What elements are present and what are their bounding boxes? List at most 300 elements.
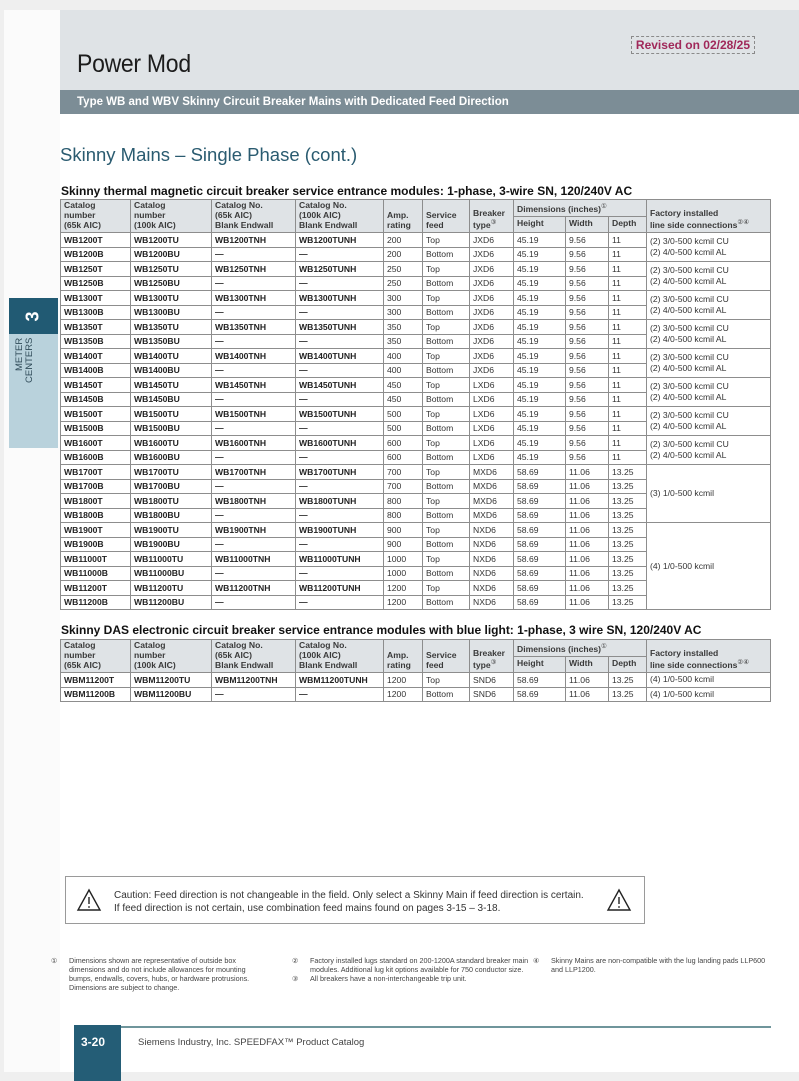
footnote-text: All breakers have a non-interchangeable trip unit.: [310, 974, 467, 983]
header-line: (65k AIC): [215, 210, 252, 220]
cell-breaker-type: JXD6: [470, 305, 514, 320]
header-row: [61, 640, 771, 657]
cell-service-feed: Bottom: [423, 305, 470, 320]
cell-depth: 13.25: [609, 552, 647, 567]
cell-catalog-blank-100k: WB1500TUNH: [296, 407, 384, 422]
header-line: Catalog No.: [215, 200, 263, 210]
cell-depth: 11: [609, 276, 647, 291]
col-dimensions: [514, 200, 647, 217]
table-row: [61, 465, 771, 480]
cell-width: 9.56: [566, 305, 609, 320]
cell-catalog-65k: WB1800T: [61, 494, 131, 509]
header-line: Catalog No.: [299, 200, 347, 210]
connection-line: (2) 4/0-500 kcmil AL: [650, 392, 727, 402]
cell-amp-rating: 700: [384, 465, 423, 480]
cell-depth: 13.25: [609, 523, 647, 538]
cell-amp-rating: 400: [384, 363, 423, 378]
cell-catalog-blank-100k: —: [296, 334, 384, 349]
cell-breaker-type: LXD6: [470, 407, 514, 422]
cell-catalog-blank-65k: —: [212, 305, 296, 320]
cell-service-feed: Bottom: [423, 392, 470, 407]
header-line: line side connections: [650, 660, 738, 670]
header-line: Blank Endwall: [215, 660, 274, 670]
cell-height: 45.19: [514, 363, 566, 378]
cell-catalog-blank-100k: —: [296, 537, 384, 552]
col-catalog-blank-100k: [296, 640, 384, 673]
cell-breaker-type: NXD6: [470, 537, 514, 552]
cell-height: 58.69: [514, 581, 566, 596]
footnote-1: [51, 956, 265, 992]
cell-catalog-blank-65k: —: [212, 508, 296, 523]
footnote-ref: ③: [490, 659, 497, 667]
cell-amp-rating: 200: [384, 247, 423, 262]
header-line: (100k AIC): [134, 220, 176, 230]
cell-catalog-blank-65k: WB11000TNH: [212, 552, 296, 567]
cell-breaker-type: LXD6: [470, 392, 514, 407]
cell-depth: 13.25: [609, 465, 647, 480]
cell-width: 9.56: [566, 320, 609, 335]
connection-line: (2) 4/0-500 kcmil AL: [650, 276, 727, 286]
col-height: Height: [514, 656, 566, 673]
cell-depth: 11: [609, 291, 647, 306]
cell-width: 11.06: [566, 552, 609, 567]
cell-service-feed: Bottom: [423, 450, 470, 465]
cell-line-connections: [647, 687, 771, 702]
col-height: Height: [514, 216, 566, 233]
cell-height: 58.69: [514, 523, 566, 538]
cell-service-feed: Top: [423, 465, 470, 480]
header-line: Amp.: [387, 210, 409, 220]
cell-amp-rating: 600: [384, 450, 423, 465]
cell-catalog-65k: WB1500T: [61, 407, 131, 422]
table2-title: Skinny DAS electronic circuit breaker service entrance modules with blue light: 1-phase, 3 wire SN, 120/240V AC: [61, 623, 702, 637]
cell-amp-rating: 500: [384, 407, 423, 422]
connection-line: (2) 3/0-500 kcmil CU: [650, 439, 729, 449]
cell-breaker-type: LXD6: [470, 421, 514, 436]
cell-catalog-blank-65k: —: [212, 595, 296, 610]
cell-catalog-100k: WB1500TU: [131, 407, 212, 422]
cell-catalog-blank-100k: WB1300TUNH: [296, 291, 384, 306]
cell-amp-rating: 1200: [384, 673, 423, 688]
cell-breaker-type: MXD6: [470, 494, 514, 509]
connection-line: (4) 1/0-500 kcmil: [650, 560, 714, 571]
cell-catalog-65k: WB1250T: [61, 262, 131, 277]
header-line: feed: [426, 660, 444, 670]
cell-breaker-type: LXD6: [470, 450, 514, 465]
section-title: Skinny Mains – Single Phase (cont.): [60, 144, 358, 165]
cell-width: 9.56: [566, 262, 609, 277]
cell-line-connections: [647, 465, 771, 523]
chapter-label: [15, 338, 51, 398]
cell-height: 58.69: [514, 552, 566, 567]
chapter-tab-label[interactable]: [9, 334, 58, 448]
cell-width: 11.06: [566, 465, 609, 480]
header-line: Service: [426, 650, 457, 660]
cell-catalog-blank-100k: —: [296, 276, 384, 291]
cell-breaker-type: NXD6: [470, 595, 514, 610]
cell-catalog-100k: WB1350TU: [131, 320, 212, 335]
cell-service-feed: Top: [423, 436, 470, 451]
header-line: (65k AIC): [64, 220, 101, 230]
cell-service-feed: Bottom: [423, 537, 470, 552]
cell-amp-rating: 350: [384, 320, 423, 335]
header-line: (100k AIC): [299, 210, 341, 220]
cell-width: 11.06: [566, 479, 609, 494]
cell-service-feed: Bottom: [423, 421, 470, 436]
cell-service-feed: Top: [423, 407, 470, 422]
header-line: rating: [387, 220, 411, 230]
chapter-label-line2: CENTERS: [24, 338, 35, 384]
cell-amp-rating: 900: [384, 523, 423, 538]
cell-service-feed: Bottom: [423, 479, 470, 494]
col-breaker-type: [470, 200, 514, 233]
cell-width: 11.06: [566, 687, 609, 702]
connection-line: (2) 4/0-500 kcmil AL: [650, 305, 727, 315]
header-line: Catalog: [134, 200, 166, 210]
cell-catalog-100k: WB1250TU: [131, 262, 212, 277]
cell-line-connections: [647, 673, 771, 688]
cell-catalog-100k: WB1700TU: [131, 465, 212, 480]
col-catalog-100k: [131, 200, 212, 233]
header-line: Catalog No.: [215, 640, 263, 650]
col-catalog-65k: [61, 200, 131, 233]
footnote-text: Factory installed lugs standard on 200-1200A standard breaker main modules. Additional lug kit options available for 750 conductor size.: [310, 956, 529, 974]
cell-catalog-100k: WB1900BU: [131, 537, 212, 552]
header-line: Breaker: [473, 208, 506, 219]
cell-catalog-65k: WB1300T: [61, 291, 131, 306]
cell-catalog-blank-100k: WB1200TUNH: [296, 233, 384, 248]
table-row: [61, 262, 771, 277]
page-subtitle: Type WB and WBV Skinny Circuit Breaker Mains with Dedicated Feed Direction: [60, 90, 799, 114]
cell-catalog-blank-100k: —: [296, 421, 384, 436]
chapter-number: 3: [22, 310, 43, 322]
cell-depth: 13.25: [609, 508, 647, 523]
cell-width: 11.06: [566, 508, 609, 523]
cell-height: 58.69: [514, 537, 566, 552]
cell-service-feed: Top: [423, 581, 470, 596]
header-line: Catalog: [64, 200, 96, 210]
cell-catalog-blank-65k: —: [212, 421, 296, 436]
cell-width: 9.56: [566, 421, 609, 436]
cell-catalog-65k: WB1500B: [61, 421, 131, 436]
cell-catalog-100k: WB1600BU: [131, 450, 212, 465]
cell-depth: 11: [609, 334, 647, 349]
cell-breaker-type: JXD6: [470, 320, 514, 335]
thermal-magnetic-table: [60, 199, 771, 610]
cell-catalog-65k: WB1700B: [61, 479, 131, 494]
cell-catalog-100k: WB1450TU: [131, 378, 212, 393]
header-row: [61, 200, 771, 217]
cell-line-connections: [647, 233, 771, 262]
cell-amp-rating: 1200: [384, 581, 423, 596]
cell-amp-rating: 700: [384, 479, 423, 494]
cell-depth: 11: [609, 305, 647, 320]
cell-service-feed: Top: [423, 552, 470, 567]
cell-breaker-type: NXD6: [470, 523, 514, 538]
footer-text: Siemens Industry, Inc. SPEEDFAX™ Product Catalog: [138, 1037, 365, 1048]
cell-catalog-100k: WB11200BU: [131, 595, 212, 610]
cell-breaker-type: JXD6: [470, 291, 514, 306]
cell-height: 58.69: [514, 494, 566, 509]
table-row: [61, 523, 771, 538]
cell-breaker-type: MXD6: [470, 508, 514, 523]
col-amp-rating: [384, 640, 423, 673]
cell-height: 45.19: [514, 450, 566, 465]
cell-depth: 13.25: [609, 687, 647, 702]
header-line: number: [64, 650, 96, 660]
cell-service-feed: Top: [423, 494, 470, 509]
header-line: (65k AIC): [64, 660, 101, 670]
cell-service-feed: Bottom: [423, 687, 470, 702]
cell-service-feed: Top: [423, 349, 470, 364]
cell-catalog-100k: WB1350BU: [131, 334, 212, 349]
cell-catalog-100k: WB1600TU: [131, 436, 212, 451]
cell-line-connections: [647, 407, 771, 436]
col-depth: Depth: [609, 656, 647, 673]
cell-catalog-100k: WB1800TU: [131, 494, 212, 509]
cell-catalog-100k: WB1300BU: [131, 305, 212, 320]
cell-amp-rating: 1000: [384, 552, 423, 567]
cell-catalog-blank-100k: —: [296, 508, 384, 523]
cell-catalog-blank-65k: WB1500TNH: [212, 407, 296, 422]
cell-service-feed: Top: [423, 262, 470, 277]
connection-line: (2) 3/0-500 kcmil CU: [650, 352, 729, 362]
cell-breaker-type: SND6: [470, 673, 514, 688]
header-line: Factory installed: [650, 648, 719, 659]
cell-catalog-blank-100k: WB1400TUNH: [296, 349, 384, 364]
table-row: [61, 233, 771, 248]
cell-catalog-blank-100k: WB1250TUNH: [296, 262, 384, 277]
cell-catalog-100k: WB1200BU: [131, 247, 212, 262]
cell-amp-rating: 300: [384, 305, 423, 320]
caution-box: [65, 876, 645, 924]
header-line: Dimensions (inches): [517, 643, 602, 654]
cell-depth: 13.25: [609, 581, 647, 596]
cell-catalog-65k: WB1200T: [61, 233, 131, 248]
col-line-connections: [647, 200, 771, 233]
cell-service-feed: Top: [423, 378, 470, 393]
cell-height: 58.69: [514, 673, 566, 688]
cell-catalog-blank-65k: WB1250TNH: [212, 262, 296, 277]
connection-line: (4) 1/0-500 kcmil: [650, 688, 714, 699]
cell-catalog-blank-100k: WB11000TUNH: [296, 552, 384, 567]
header-line: Breaker: [473, 648, 506, 659]
footnote-mark: ①: [51, 956, 58, 965]
header-line: Factory installed: [650, 208, 719, 219]
header-line: rating: [387, 660, 411, 670]
header-line: number: [134, 650, 166, 660]
cell-line-connections: [647, 523, 771, 610]
cell-height: 45.19: [514, 262, 566, 277]
cell-width: 9.56: [566, 349, 609, 364]
header-line: Catalog: [134, 640, 166, 650]
col-service-feed: [423, 200, 470, 233]
connection-line: (2) 4/0-500 kcmil AL: [650, 363, 727, 373]
cell-catalog-100k: WB1400BU: [131, 363, 212, 378]
cell-height: 45.19: [514, 407, 566, 422]
table-row: [61, 320, 771, 335]
cell-amp-rating: 250: [384, 276, 423, 291]
header-line: type: [473, 660, 491, 670]
cell-width: 9.56: [566, 450, 609, 465]
cell-catalog-blank-65k: WB1200TNH: [212, 233, 296, 248]
cell-depth: 11: [609, 363, 647, 378]
cell-breaker-type: SND6: [470, 687, 514, 702]
cell-depth: 11: [609, 349, 647, 364]
cell-amp-rating: 350: [384, 334, 423, 349]
footnote-mark: ④: [533, 956, 540, 965]
header-line: line side connections: [650, 220, 738, 230]
cell-catalog-blank-65k: —: [212, 276, 296, 291]
cell-catalog-65k: WB11200B: [61, 595, 131, 610]
cell-width: 11.06: [566, 673, 609, 688]
cell-catalog-65k: WB1350T: [61, 320, 131, 335]
cell-catalog-blank-65k: —: [212, 334, 296, 349]
table-row: [61, 407, 771, 422]
cell-width: 11.06: [566, 581, 609, 596]
col-catalog-blank-65k: [212, 640, 296, 673]
cell-amp-rating: 900: [384, 537, 423, 552]
cell-catalog-blank-100k: —: [296, 687, 384, 702]
header-line: (65k AIC): [215, 650, 252, 660]
header-line: Blank Endwall: [299, 220, 358, 230]
cell-service-feed: Top: [423, 233, 470, 248]
cell-catalog-65k: WBM11200T: [61, 673, 131, 688]
cell-depth: 11: [609, 320, 647, 335]
cell-catalog-65k: WB1200B: [61, 247, 131, 262]
cell-catalog-blank-100k: WB1600TUNH: [296, 436, 384, 451]
cell-amp-rating: 300: [384, 291, 423, 306]
header-line: Amp.: [387, 650, 409, 660]
cell-depth: 11: [609, 392, 647, 407]
cell-height: 58.69: [514, 508, 566, 523]
col-line-connections: [647, 640, 771, 673]
header-line: (100k AIC): [299, 650, 341, 660]
footnote-ref: ①: [601, 642, 607, 650]
footnote-text: Skinny Mains are non-compatible with the lug landing pads LLP600 and LLP1200.: [551, 956, 766, 974]
cell-width: 9.56: [566, 247, 609, 262]
cell-catalog-65k: WB1900B: [61, 537, 131, 552]
connection-line: (2) 3/0-500 kcmil CU: [650, 410, 729, 420]
cell-breaker-type: MXD6: [470, 465, 514, 480]
cell-amp-rating: 450: [384, 392, 423, 407]
cell-height: 45.19: [514, 320, 566, 335]
cell-breaker-type: JXD6: [470, 363, 514, 378]
cell-catalog-65k: WB1900T: [61, 523, 131, 538]
cell-height: 45.19: [514, 421, 566, 436]
cell-service-feed: Bottom: [423, 595, 470, 610]
cell-catalog-blank-65k: WBM11200TNH: [212, 673, 296, 688]
cell-catalog-blank-65k: WB1900TNH: [212, 523, 296, 538]
connection-line: (2) 4/0-500 kcmil AL: [650, 421, 727, 431]
footnote-mark: ②: [292, 956, 299, 965]
cell-width: 9.56: [566, 436, 609, 451]
das-electronic-table: [60, 639, 771, 702]
cell-catalog-blank-65k: —: [212, 566, 296, 581]
cell-depth: 11: [609, 262, 647, 277]
connection-line: (2) 3/0-500 kcmil CU: [650, 294, 729, 304]
chapter-tab-number[interactable]: [9, 298, 58, 334]
cell-catalog-blank-65k: —: [212, 479, 296, 494]
table-row: [61, 673, 771, 688]
col-amp-rating: [384, 200, 423, 233]
cell-catalog-100k: WB1400TU: [131, 349, 212, 364]
table-row: [61, 436, 771, 451]
cell-catalog-100k: WBM11200BU: [131, 687, 212, 702]
cell-catalog-100k: WB1700BU: [131, 479, 212, 494]
cell-catalog-blank-65k: WB1450TNH: [212, 378, 296, 393]
cell-breaker-type: JXD6: [470, 276, 514, 291]
cell-catalog-blank-100k: —: [296, 566, 384, 581]
cell-catalog-blank-65k: WB1400TNH: [212, 349, 296, 364]
col-dimensions: [514, 640, 647, 657]
header-line: Dimensions (inches): [517, 203, 602, 214]
cell-catalog-blank-100k: WBM11200TUNH: [296, 673, 384, 688]
cell-catalog-blank-65k: —: [212, 687, 296, 702]
cell-service-feed: Bottom: [423, 334, 470, 349]
cell-catalog-blank-65k: WB1300TNH: [212, 291, 296, 306]
cell-height: 45.19: [514, 291, 566, 306]
cell-width: 11.06: [566, 537, 609, 552]
chapter-label-line1: METER: [14, 338, 25, 372]
cell-depth: 13.25: [609, 537, 647, 552]
cell-height: 45.19: [514, 334, 566, 349]
cell-catalog-100k: WB11000BU: [131, 566, 212, 581]
cell-catalog-100k: WB11000TU: [131, 552, 212, 567]
cell-catalog-blank-65k: WB1700TNH: [212, 465, 296, 480]
warning-triangle-icon: [606, 888, 632, 912]
footnote-text: Dimensions shown are representative of outside box dimensions and do not include allowances for mounting bumps, endwalls, covers, hubs, or hardware protrusions. Dimensions are subject to change.: [69, 956, 250, 992]
table-row: [61, 349, 771, 364]
warning-triangle-icon: [76, 888, 102, 912]
cell-height: 58.69: [514, 566, 566, 581]
revised-date-badge: Revised on 02/28/25: [631, 36, 755, 54]
cell-line-connections: [647, 378, 771, 407]
table-row: [61, 378, 771, 393]
cell-service-feed: Bottom: [423, 247, 470, 262]
cell-breaker-type: NXD6: [470, 552, 514, 567]
cell-line-connections: [647, 436, 771, 465]
header-line: feed: [426, 220, 444, 230]
connection-line: (2) 4/0-500 kcmil AL: [650, 334, 727, 344]
cell-amp-rating: 1200: [384, 595, 423, 610]
footnote-4: [533, 956, 767, 974]
cell-amp-rating: 250: [384, 262, 423, 277]
cell-service-feed: Top: [423, 523, 470, 538]
cell-catalog-blank-100k: —: [296, 247, 384, 262]
cell-breaker-type: LXD6: [470, 436, 514, 451]
cell-catalog-blank-100k: —: [296, 305, 384, 320]
cell-breaker-type: JXD6: [470, 262, 514, 277]
cell-width: 9.56: [566, 276, 609, 291]
cell-width: 11.06: [566, 523, 609, 538]
connection-line: (2) 3/0-500 kcmil CU: [650, 265, 729, 275]
cell-depth: 13.25: [609, 566, 647, 581]
cell-catalog-blank-65k: —: [212, 450, 296, 465]
cell-breaker-type: JXD6: [470, 334, 514, 349]
cell-amp-rating: 800: [384, 494, 423, 509]
cell-amp-rating: 600: [384, 436, 423, 451]
cell-breaker-type: LXD6: [470, 378, 514, 393]
cell-line-connections: [647, 291, 771, 320]
cell-width: 9.56: [566, 363, 609, 378]
table-row: [61, 687, 771, 702]
cell-catalog-blank-100k: WB11200TUNH: [296, 581, 384, 596]
cell-service-feed: Top: [423, 291, 470, 306]
cell-catalog-blank-65k: —: [212, 247, 296, 262]
cell-width: 11.06: [566, 566, 609, 581]
cell-depth: 11: [609, 407, 647, 422]
